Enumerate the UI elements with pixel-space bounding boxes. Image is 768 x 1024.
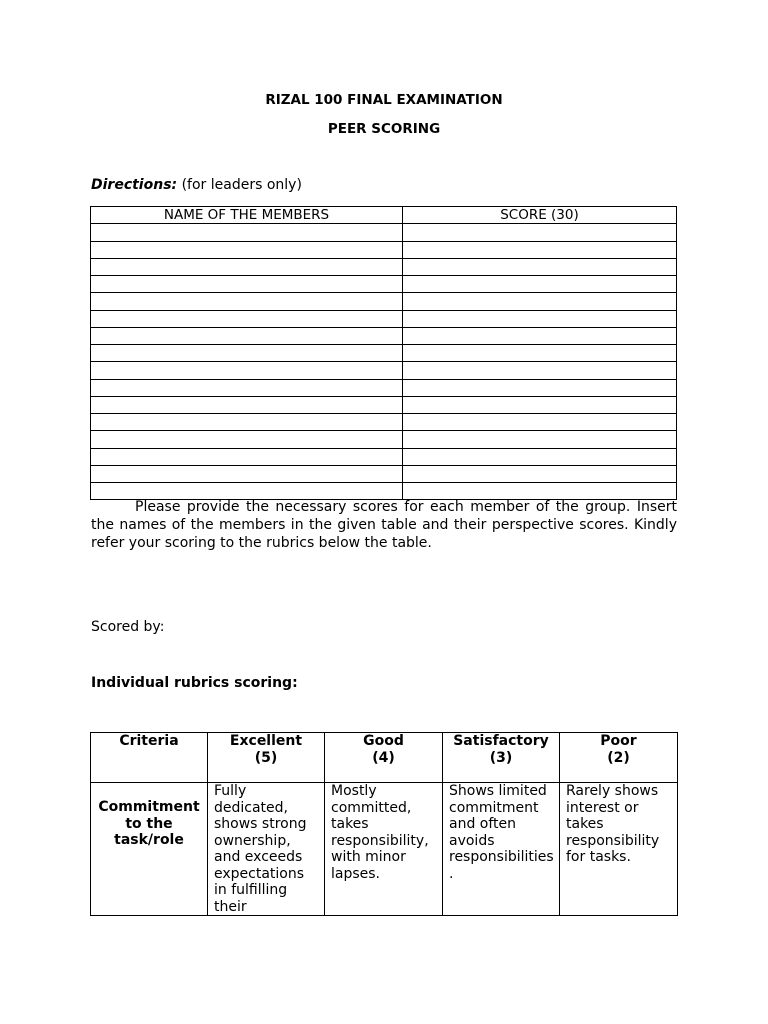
members-table-row: [91, 241, 677, 258]
members-table-row: [91, 431, 677, 448]
members-score-table: [90, 206, 677, 500]
members-table-row: [91, 396, 677, 413]
members-table-row: [91, 362, 677, 379]
member-score-cell[interactable]: [403, 241, 677, 258]
member-score-cell[interactable]: [403, 276, 677, 293]
member-name-cell[interactable]: [91, 241, 403, 258]
member-score-cell[interactable]: [403, 327, 677, 344]
member-score-cell[interactable]: [403, 448, 677, 465]
rubric-header-good: [325, 733, 443, 783]
rubric-header-label: Satisfactory: [453, 733, 549, 749]
member-name-cell[interactable]: [91, 396, 403, 413]
rubric-poor-cell: Rarely shows interest or takes responsibility for tasks.: [560, 783, 678, 916]
members-table-row: [91, 465, 677, 482]
member-score-cell[interactable]: [403, 431, 677, 448]
members-table-row: [91, 224, 677, 241]
rubric-header-points: (4): [372, 749, 395, 766]
column-header-name: NAME OF THE MEMBERS: [91, 207, 403, 224]
document-title: RIZAL 100 FINAL EXAMINATION: [265, 92, 503, 108]
rubric-header-satisfactory: [443, 733, 560, 783]
member-name-cell[interactable]: [91, 431, 403, 448]
rubric-excellent-cell: Fully dedicated, shows strong ownership, and exceeds expectations in fulfilling their: [208, 783, 325, 916]
scored-by-label: Scored by:: [91, 619, 165, 635]
member-score-cell[interactable]: [403, 310, 677, 327]
member-name-cell[interactable]: [91, 327, 403, 344]
member-score-cell[interactable]: [403, 224, 677, 241]
rubric-header-criteria: [91, 733, 208, 783]
rubric-header-points: (5): [254, 749, 278, 766]
member-name-cell[interactable]: [91, 310, 403, 327]
rubric-header-label: Criteria: [119, 733, 179, 749]
member-name-cell[interactable]: [91, 276, 403, 293]
member-score-cell[interactable]: [403, 258, 677, 275]
instructions-paragraph: Please provide the necessary scores for each member of the group. Insert the names of the members in the given table and their perspective scores. Kindly refer your scoring to the rubrics below the table.: [91, 499, 677, 551]
members-table-header-row: [91, 207, 677, 224]
member-name-cell[interactable]: [91, 379, 403, 396]
members-table-row: [91, 258, 677, 275]
rubric-good-cell: Mostly committed, takes responsibility, with minor lapses.: [325, 783, 443, 916]
member-name-cell[interactable]: [91, 345, 403, 362]
members-table-row: [91, 327, 677, 344]
rubric-table: [90, 732, 678, 916]
rubric-header-poor: [560, 733, 678, 783]
rubric-header-excellent: [208, 733, 325, 783]
member-name-cell[interactable]: [91, 414, 403, 431]
member-name-cell[interactable]: [91, 362, 403, 379]
members-table-row: [91, 414, 677, 431]
members-table-body: [91, 224, 677, 500]
rubric-satisfactory-cell: Shows limited commitment and often avoids responsibilities .: [443, 783, 560, 916]
members-table-row: [91, 448, 677, 465]
member-name-cell[interactable]: [91, 258, 403, 275]
member-score-cell[interactable]: [403, 293, 677, 310]
rubric-header-points: (3): [489, 749, 513, 766]
members-table-row: [91, 276, 677, 293]
member-score-cell[interactable]: [403, 414, 677, 431]
member-score-cell[interactable]: [403, 345, 677, 362]
rubric-row: [91, 783, 678, 916]
member-name-cell[interactable]: [91, 293, 403, 310]
member-name-cell[interactable]: [91, 448, 403, 465]
column-header-score: SCORE (30): [403, 207, 677, 224]
directions: [91, 177, 302, 193]
members-table-row: [91, 379, 677, 396]
rubric-header-row: [91, 733, 678, 783]
member-name-cell[interactable]: [91, 224, 403, 241]
members-table-row: [91, 310, 677, 327]
rubric-title: Individual rubrics scoring:: [91, 675, 298, 691]
rubric-header-points: (2): [607, 749, 630, 766]
member-score-cell[interactable]: [403, 465, 677, 482]
member-score-cell[interactable]: [403, 362, 677, 379]
members-table-row: [91, 293, 677, 310]
rubric-header-label: Excellent: [229, 733, 303, 749]
member-score-cell[interactable]: [403, 379, 677, 396]
rubric-header-label: Poor: [600, 733, 637, 749]
document-subtitle: PEER SCORING: [327, 121, 441, 137]
member-score-cell[interactable]: [403, 396, 677, 413]
directions-label: Directions:: [91, 177, 178, 193]
directions-text: (for leaders only): [177, 177, 302, 193]
rubric-criteria-cell: Commitment to the task/role: [91, 783, 208, 916]
members-table-row: [91, 345, 677, 362]
member-name-cell[interactable]: [91, 465, 403, 482]
rubric-header-label: Good: [363, 733, 404, 749]
